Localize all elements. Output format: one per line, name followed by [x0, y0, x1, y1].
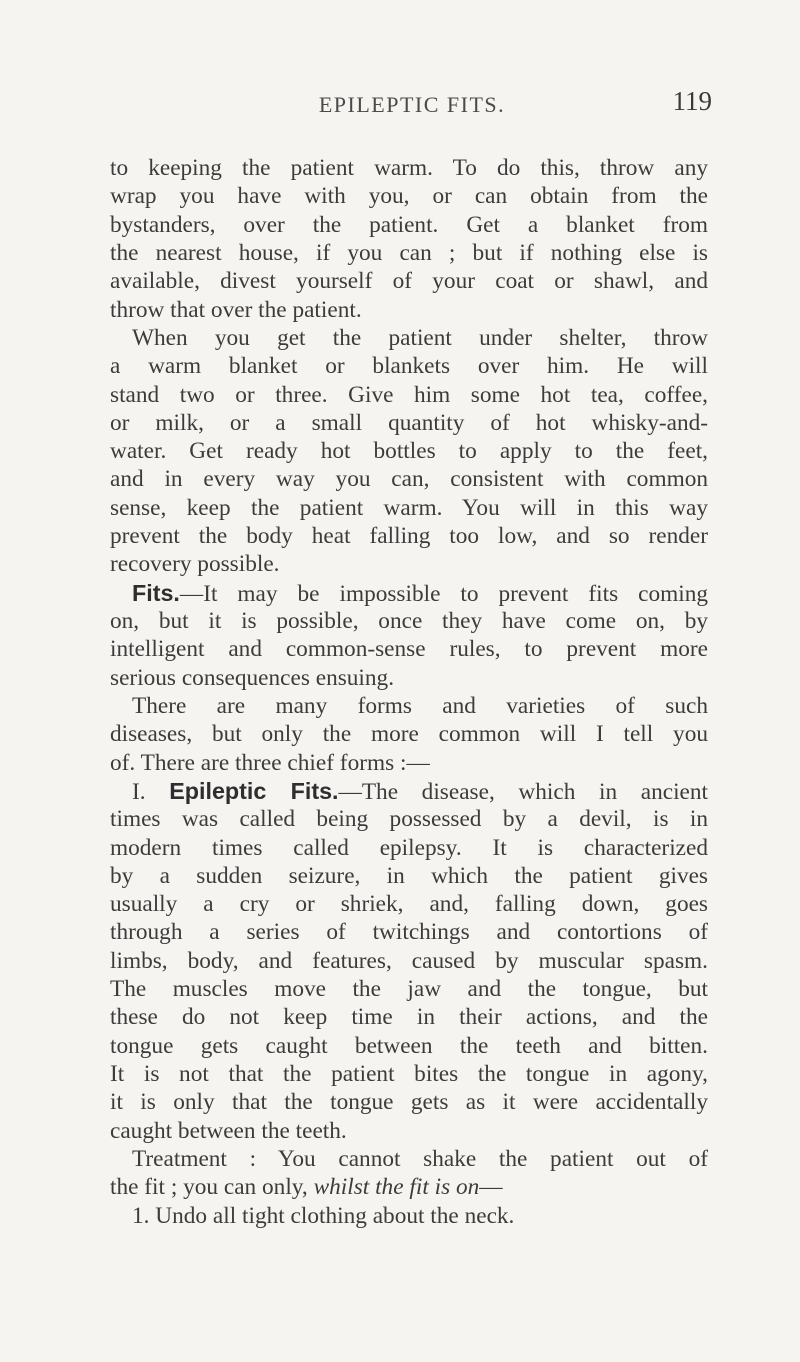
- text-line: the nearest house, if you can ; but if nothing else is: [110, 239, 708, 266]
- text-line: When you get the patient under shelter, throw: [132, 324, 708, 351]
- text-run: —It may be impossible to prevent fits coming: [179, 580, 708, 607]
- text-line: [110, 1173, 708, 1201]
- page-number: 119: [672, 86, 712, 116]
- running-title: EPILEPTIC FITS.: [318, 92, 506, 117]
- text-line: by a sudden seizure, in which the patient gives: [110, 862, 708, 889]
- text-line: available, divest yourself of your coat or shawl, and: [110, 268, 708, 295]
- text-line: to keeping the patient warm. To do this, throw any: [110, 155, 708, 181]
- paragraph: [110, 324, 708, 579]
- text-line: usually a cry or shriek, and, falling down, goes: [110, 891, 708, 918]
- running-head: [112, 86, 712, 120]
- text-line: water. Get ready hot bottles to apply to the feet,: [110, 438, 708, 465]
- text-line: through a series of twitchings and contortions of: [110, 919, 708, 946]
- paragraph: [110, 1145, 708, 1202]
- text-line: [110, 777, 708, 805]
- text-line: of. There are three chief forms :—: [110, 749, 430, 776]
- paragraph: [110, 579, 708, 692]
- text-line: caught between the teeth.: [110, 1117, 347, 1144]
- text-line: wrap you have with you, or can obtain from the: [110, 183, 708, 210]
- paragraph: [110, 154, 708, 324]
- text-line: it is only that the tongue gets as it were accidentally: [110, 1089, 708, 1116]
- text-line: Treatment : You cannot shake the patient out of: [132, 1145, 708, 1172]
- section-heading: Fits.: [132, 579, 180, 606]
- section-number: I.: [132, 778, 146, 805]
- text-line: recovery possible.: [110, 551, 280, 578]
- text-line: serious consequences ensuing.: [110, 664, 395, 691]
- section-heading: Epileptic Fits.: [169, 777, 339, 804]
- text-line: or milk, or a small quantity of hot whisky-and-: [110, 409, 708, 436]
- text-line: There are many forms and varieties of such: [132, 692, 708, 719]
- text-line: tongue gets caught between the teeth and bitten.: [110, 1032, 708, 1059]
- paragraph: [110, 1202, 708, 1230]
- text-line: diseases, but only the more common will I tell you: [110, 721, 708, 748]
- text-line: on, but it is possible, once they have come on, by: [110, 608, 708, 634]
- paragraph: [110, 692, 708, 777]
- text-line: [110, 579, 708, 607]
- text-line: The muscles move the jaw and the tongue, but: [110, 976, 708, 1003]
- text-line: times was called being possessed by a devil, is in: [110, 806, 708, 833]
- text-line: sense, keep the patient warm. You will in this way: [110, 494, 708, 521]
- text-line: these do not keep time in their actions, and the: [110, 1004, 708, 1031]
- text-line: and in every way you can, consistent with common: [110, 466, 708, 493]
- text-line: limbs, body, and features, caused by muscular spasm.: [110, 947, 708, 974]
- text-line: a warm blanket or blankets over him. He will: [110, 353, 708, 380]
- body-text: [110, 154, 708, 1230]
- text-run: the fit ; you can only,: [110, 1174, 308, 1201]
- text-line: prevent the body heat falling too low, and so render: [110, 523, 708, 550]
- text-run: —: [479, 1174, 503, 1201]
- list-item: 1. Undo all tight clothing about the neck.: [132, 1202, 515, 1229]
- paragraph: [110, 777, 708, 1145]
- text-line: It is not that the patient bites the tongue in agony,: [110, 1061, 708, 1087]
- text-line: intelligent and common-sense rules, to prevent more: [110, 636, 708, 663]
- text-line: stand two or three. Give him some hot tea, coffee,: [110, 381, 708, 408]
- text-line: modern times called epilepsy. It is characterized: [110, 834, 708, 861]
- italic-phrase: whilst the fit is on: [313, 1174, 480, 1201]
- text-run: —The disease, which in ancient: [338, 778, 708, 805]
- text-line: throw that over the patient.: [110, 296, 362, 323]
- text-line: bystanders, over the patient. Get a blanket from: [110, 211, 708, 238]
